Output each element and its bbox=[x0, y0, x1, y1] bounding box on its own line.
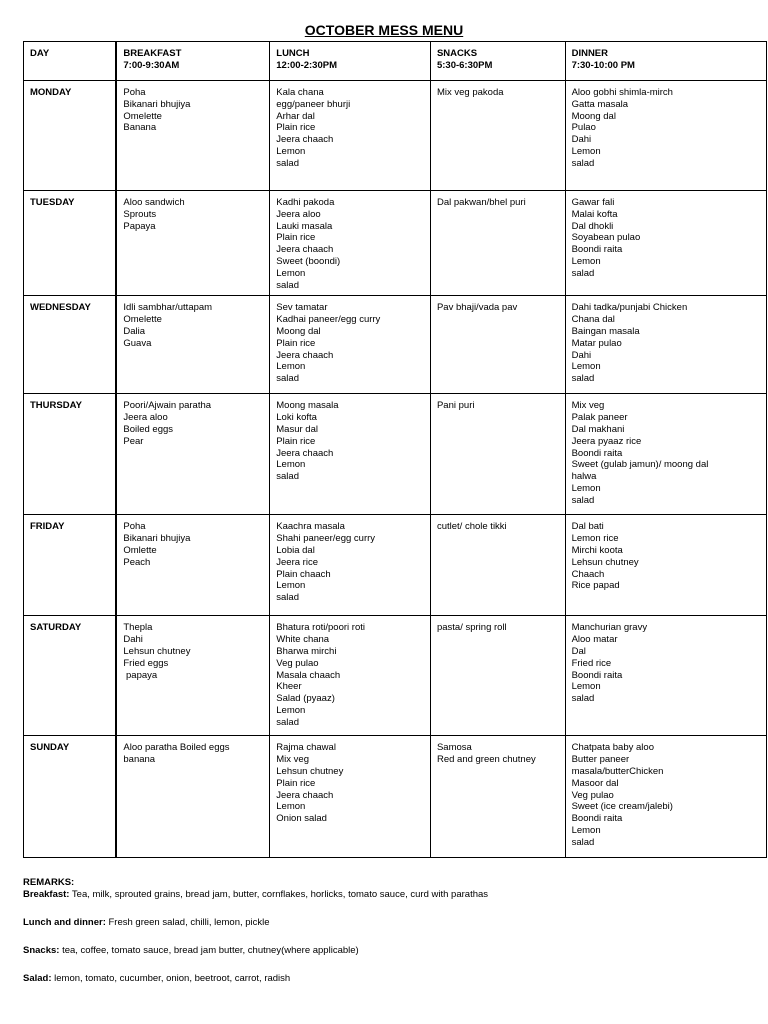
menu-item: Lehsun chutney bbox=[123, 645, 191, 657]
menu-item: Lauki masala bbox=[276, 220, 333, 232]
menu-item: Dal bbox=[571, 645, 586, 657]
menu-item: Lemon bbox=[276, 704, 306, 716]
menu-item: Shahi paneer/egg curry bbox=[276, 533, 376, 545]
lunch-cell bbox=[270, 515, 431, 616]
menu-item: Rajma chawal bbox=[276, 742, 336, 754]
menu-item: Jeera aloo bbox=[276, 208, 321, 220]
menu-item: Omelette bbox=[123, 314, 162, 326]
snacks-cell bbox=[430, 616, 565, 736]
menu-item: Dahi bbox=[123, 634, 143, 646]
header-day: DAY bbox=[24, 42, 117, 81]
menu-item: Manchurian gravy bbox=[571, 622, 648, 634]
menu-item: Lehsun chutney bbox=[276, 765, 344, 777]
menu-item: Masoor dal bbox=[571, 777, 619, 789]
menu-item: Matar pulao bbox=[571, 337, 622, 349]
menu-item: Loki kofta bbox=[276, 412, 317, 424]
dinner-cell bbox=[565, 736, 766, 858]
menu-item: Arhar dal bbox=[276, 110, 315, 122]
menu-item: Lemon bbox=[571, 482, 601, 494]
day-cell: WEDNESDAY bbox=[24, 296, 117, 394]
menu-item: Samosa bbox=[436, 742, 472, 754]
day-cell: SUNDAY bbox=[24, 736, 117, 858]
menu-item: Red and green chutney bbox=[436, 754, 536, 766]
menu-item: Mix veg bbox=[276, 754, 309, 766]
lunch-cell bbox=[270, 736, 431, 858]
menu-item: Kala chana bbox=[276, 87, 324, 98]
menu-item: Sweet (boondi) bbox=[276, 255, 341, 267]
table-row bbox=[24, 394, 767, 515]
menu-item: Pav bhaji/vada pav bbox=[436, 302, 518, 314]
menu-item: Lemon bbox=[276, 580, 306, 592]
menu-item: Plain rice bbox=[276, 777, 316, 789]
day-cell: FRIDAY bbox=[24, 515, 117, 616]
menu-item: salad bbox=[571, 693, 595, 705]
remarks-salad: Salad: lemon, tomato, cucumber, onion, beetroot, carrot, radish bbox=[23, 973, 291, 984]
menu-item: Fried eggs bbox=[123, 657, 169, 669]
menu-item: Fried rice bbox=[571, 657, 612, 669]
menu-item: Jeera aloo bbox=[123, 412, 168, 424]
snacks-cell bbox=[430, 736, 565, 858]
menu-item: salad bbox=[276, 471, 299, 483]
menu-item: Sev tamatar bbox=[276, 302, 328, 314]
menu-item: Gatta masala bbox=[571, 98, 629, 110]
menu-item: pasta/ spring roll bbox=[436, 622, 507, 634]
menu-item: Aloo gobhi shimla-mirch bbox=[571, 87, 673, 98]
table-row bbox=[24, 515, 767, 616]
menu-item: Plain chaach bbox=[276, 568, 331, 580]
menu-item: salad bbox=[276, 716, 299, 728]
day-cell: MONDAY bbox=[24, 81, 117, 191]
menu-item: Bhatura roti/poori roti bbox=[276, 622, 365, 634]
menu-item: salad bbox=[276, 592, 299, 604]
menu-item: Lemon bbox=[571, 255, 601, 267]
breakfast-cell bbox=[116, 191, 269, 296]
menu-item: Pani puri bbox=[436, 400, 475, 412]
header-dinner: DINNER 7:30-10:00 PM bbox=[565, 42, 766, 81]
table-row bbox=[24, 191, 767, 296]
menu-item: Lehsun chutney bbox=[571, 556, 639, 568]
menu-item: Veg pulao bbox=[571, 789, 614, 801]
remarks-breakfast: Breakfast: Tea, milk, sprouted grains, bread jam, butter, cornflakes, horlicks, tomato sauce, curd with parathas bbox=[23, 889, 489, 900]
menu-item: salad bbox=[571, 836, 595, 848]
menu-item: salad bbox=[571, 494, 595, 506]
dinner-cell bbox=[565, 616, 766, 736]
menu-item: Jeera chaach bbox=[276, 789, 334, 801]
lunch-cell bbox=[270, 191, 431, 296]
menu-item: Moong dal bbox=[571, 110, 616, 122]
menu-item: Palak paneer bbox=[571, 412, 628, 424]
menu-item: Dal bati bbox=[571, 521, 604, 533]
dinner-cell bbox=[565, 515, 766, 616]
menu-item: Dal dhokli bbox=[571, 220, 614, 232]
dinner-cell bbox=[565, 394, 766, 515]
header-row bbox=[24, 42, 767, 81]
menu-item: Lemon bbox=[276, 801, 306, 813]
menu-item: Aloo matar bbox=[571, 634, 618, 646]
menu-item: Jeera pyaaz rice bbox=[571, 435, 642, 447]
menu-item: Bikanari bhujiya bbox=[123, 98, 191, 110]
menu-item: Lobia dal bbox=[276, 544, 315, 556]
breakfast-cell bbox=[116, 515, 269, 616]
menu-item: Onion salad bbox=[276, 813, 327, 825]
remarks-lunch-dinner: Lunch and dinner: Fresh green salad, chilli, lemon, pickle bbox=[23, 917, 270, 928]
table-row bbox=[24, 616, 767, 736]
menu-item: Lemon bbox=[276, 361, 306, 373]
snacks-cell bbox=[430, 296, 565, 394]
menu-item: Sweet (ice cream/jalebi) bbox=[571, 801, 673, 813]
menu-item: Lemon bbox=[276, 145, 306, 157]
menu-item: salad bbox=[276, 279, 299, 291]
menu-item: masala/butterChicken bbox=[571, 765, 664, 777]
menu-item: Lemon bbox=[571, 361, 601, 373]
lunch-cell bbox=[270, 296, 431, 394]
menu-item: Dahi bbox=[571, 134, 592, 146]
menu-item: salad bbox=[571, 267, 595, 279]
menu-item: Boondi raita bbox=[571, 244, 623, 256]
menu-item: Malai kofta bbox=[571, 208, 618, 220]
dinner-cell bbox=[565, 191, 766, 296]
menu-item: halwa bbox=[571, 471, 597, 483]
menu-item: Bikanari bhujiya bbox=[123, 533, 191, 545]
menu-item: Pulao bbox=[571, 122, 596, 134]
remarks-heading: REMARKS: bbox=[23, 877, 75, 888]
menu-item: Mirchi koota bbox=[571, 544, 623, 556]
menu-item: Jeera rice bbox=[276, 556, 318, 568]
menu-item: salad bbox=[276, 157, 299, 169]
remarks-section bbox=[23, 877, 753, 985]
remarks-snacks: Snacks: tea, coffee, tomato sauce, bread jam butter, chutney(where applicable) bbox=[23, 945, 359, 956]
menu-item: Gawar fali bbox=[571, 197, 615, 208]
menu-item: Baingan masala bbox=[571, 325, 640, 337]
lunch-cell bbox=[270, 394, 431, 515]
day-cell: SATURDAY bbox=[24, 616, 117, 736]
menu-item: Aloo sandwich bbox=[123, 197, 185, 208]
menu-item: Boondi raita bbox=[571, 813, 623, 825]
menu-item: Poha bbox=[123, 87, 146, 98]
menu-item: Plain rice bbox=[276, 122, 316, 134]
menu-item: salad bbox=[571, 157, 595, 169]
menu-item: Masala chaach bbox=[276, 669, 341, 681]
table-row bbox=[24, 736, 767, 858]
menu-item: Mix veg bbox=[571, 400, 605, 412]
menu-item: Plain rice bbox=[276, 337, 316, 349]
menu-item: Masur dal bbox=[276, 423, 318, 435]
menu-item: salad bbox=[571, 373, 595, 385]
menu-item: Veg pulao bbox=[276, 657, 319, 669]
lunch-cell bbox=[270, 81, 431, 191]
day-cell: TUESDAY bbox=[24, 191, 117, 296]
breakfast-cell bbox=[116, 616, 269, 736]
menu-item: egg/paneer bhurji bbox=[276, 98, 351, 110]
menu-item: Lemon bbox=[571, 681, 601, 693]
dinner-cell bbox=[565, 296, 766, 394]
snacks-cell bbox=[430, 394, 565, 515]
menu-item: Plain rice bbox=[276, 435, 316, 447]
menu-item: Mix veg pakoda bbox=[436, 87, 504, 98]
menu-item: Poori/Ajwain paratha bbox=[123, 400, 212, 412]
menu-item: Lemon bbox=[276, 459, 306, 471]
menu-item: Jeera chaach bbox=[276, 134, 334, 146]
header-breakfast: BREAKFAST 7:00-9:30AM bbox=[116, 42, 269, 81]
menu-item: Guava bbox=[123, 337, 152, 349]
menu-item: Dal pakwan/bhel puri bbox=[436, 197, 526, 208]
menu-item: Dahi tadka/punjabi Chicken bbox=[571, 302, 688, 314]
menu-item: Chatpata baby aloo bbox=[571, 742, 654, 754]
menu-item: Kadhi pakoda bbox=[276, 197, 335, 208]
menu-item: Banana bbox=[123, 122, 157, 134]
menu-item: Sweet (gulab jamun)/ moong dal bbox=[571, 459, 709, 471]
table-row bbox=[24, 81, 767, 191]
menu-item: Aloo paratha Boiled eggs bbox=[123, 742, 230, 754]
breakfast-cell bbox=[116, 296, 269, 394]
breakfast-cell bbox=[116, 394, 269, 515]
menu-item: Jeera chaach bbox=[276, 349, 334, 361]
page-title: OCTOBER MESS MENU bbox=[304, 22, 464, 38]
menu-item: Boondi raita bbox=[571, 669, 623, 681]
menu-item: Boondi raita bbox=[571, 447, 623, 459]
snacks-cell bbox=[430, 191, 565, 296]
menu-item: Kadhai paneer/egg curry bbox=[276, 314, 381, 326]
menu-item: Thepla bbox=[123, 622, 153, 634]
menu-item: Lemon bbox=[571, 145, 601, 157]
menu-item: Moong masala bbox=[276, 400, 339, 412]
menu-item: White chana bbox=[276, 634, 330, 646]
menu-item: Boiled eggs bbox=[123, 423, 174, 435]
menu-item: Sprouts bbox=[123, 208, 157, 220]
menu-item: Kheer bbox=[276, 681, 302, 693]
menu-item: salad bbox=[276, 373, 299, 385]
menu-body bbox=[24, 81, 767, 858]
menu-item: Chana dal bbox=[571, 314, 615, 326]
menu-item: Dal makhani bbox=[571, 423, 625, 435]
menu-item: Pear bbox=[123, 435, 144, 447]
header-snacks: SNACKS 5:30-6:30PM bbox=[430, 42, 565, 81]
menu-item: Salad (pyaaz) bbox=[276, 693, 335, 705]
menu-item: Bharwa mirchi bbox=[276, 645, 337, 657]
menu-item: Omelette bbox=[123, 110, 162, 122]
menu-item: Butter paneer bbox=[571, 754, 630, 766]
menu-item: Papaya bbox=[123, 220, 156, 232]
menu-item: Lemon bbox=[571, 824, 601, 836]
menu-item: Jeera chaach bbox=[276, 244, 334, 256]
breakfast-cell bbox=[116, 81, 269, 191]
menu-item: Chaach bbox=[571, 568, 605, 580]
header-lunch: LUNCH 12:00-2:30PM bbox=[270, 42, 431, 81]
menu-item: Rice papad bbox=[571, 580, 620, 592]
menu-item: Lemon bbox=[276, 267, 306, 279]
snacks-cell bbox=[430, 81, 565, 191]
menu-item: Plain rice bbox=[276, 232, 316, 244]
menu-item: Dalia bbox=[123, 325, 146, 337]
menu-item: Moong dal bbox=[276, 325, 321, 337]
menu-item: Omlette bbox=[123, 544, 157, 556]
day-cell: THURSDAY bbox=[24, 394, 117, 515]
menu-table bbox=[23, 41, 767, 858]
table-row bbox=[24, 296, 767, 394]
dinner-cell bbox=[565, 81, 766, 191]
menu-item: Poha bbox=[123, 521, 146, 533]
menu-item: Soyabean pulao bbox=[571, 232, 641, 244]
breakfast-cell bbox=[116, 736, 269, 858]
menu-item: Jeera chaach bbox=[276, 447, 334, 459]
menu-item: papaya bbox=[123, 669, 158, 681]
menu-item: Dahi bbox=[571, 349, 592, 361]
menu-item: banana bbox=[123, 754, 156, 766]
snacks-cell bbox=[430, 515, 565, 616]
menu-item: Kaachra masala bbox=[276, 521, 345, 533]
lunch-cell bbox=[270, 616, 431, 736]
menu-item: Peach bbox=[123, 556, 151, 568]
menu-item: Idli sambhar/uttapam bbox=[123, 302, 213, 314]
menu-item: cutlet/ chole tikki bbox=[436, 521, 507, 533]
menu-item: Lemon rice bbox=[571, 533, 619, 545]
